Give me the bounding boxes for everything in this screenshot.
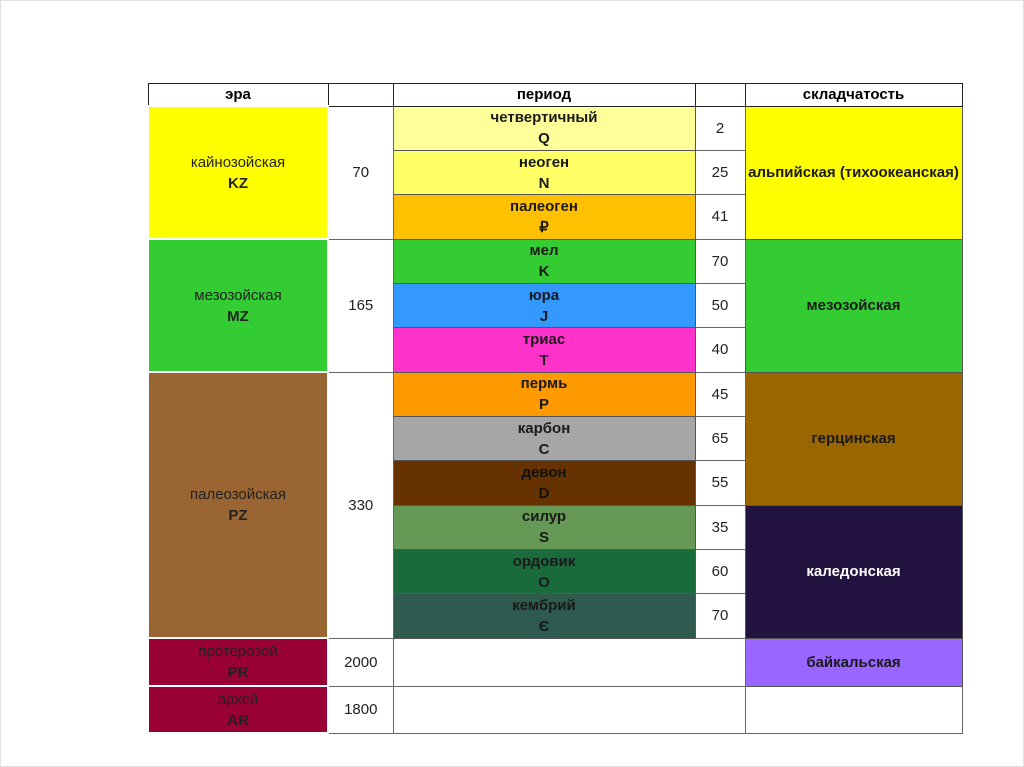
era-duration-pz: 330	[328, 372, 393, 638]
table-row	[148, 239, 962, 283]
era-duration-kz: 70	[328, 106, 393, 239]
era-cell-pr	[148, 638, 328, 686]
era-duration-ar: 1800	[328, 686, 393, 733]
period-cell-permian	[393, 372, 695, 416]
table-row	[148, 686, 962, 733]
geologic-time-table	[147, 83, 963, 734]
era-cell-pz	[148, 372, 328, 638]
period-duration-d: 55	[695, 461, 745, 505]
folding-cell-hercynian: герцинская	[745, 372, 962, 505]
period-code: N	[538, 174, 550, 192]
period-duration-cambrian: 70	[695, 594, 745, 638]
era-cell-ar	[148, 686, 328, 733]
era-code: KZ	[228, 174, 248, 192]
header-period-duration	[695, 84, 745, 107]
era-name: архей	[217, 690, 259, 708]
period-cell-paleogene	[393, 195, 695, 239]
period-code: O	[538, 573, 550, 591]
period-name: неоген	[518, 153, 570, 171]
period-duration-t: 40	[695, 328, 745, 372]
period-duration-s: 35	[695, 505, 745, 549]
header-folding: складчатость	[745, 84, 962, 107]
era-code: AR	[227, 711, 249, 729]
era-name: палеозойская	[189, 486, 287, 504]
period-cell-s	[393, 505, 695, 549]
header-period: период	[393, 84, 695, 107]
empty-folding-cell	[745, 686, 962, 733]
period-cell-t	[393, 328, 695, 372]
period-cell-cambrian	[393, 594, 695, 638]
period-name: карбон	[517, 419, 571, 437]
period-name: кембрий	[512, 596, 576, 614]
period-code: Є	[538, 617, 550, 635]
period-code: K	[538, 263, 550, 281]
period-duration-j: 50	[695, 283, 745, 327]
era-code: PR	[227, 664, 249, 682]
period-duration-k: 70	[695, 239, 745, 283]
period-name: силур	[521, 508, 567, 526]
era-cell-kz	[148, 106, 328, 239]
era-code: PZ	[228, 507, 248, 525]
folding-cell-caledonian: каледонская	[745, 505, 962, 638]
period-code: D	[538, 484, 550, 502]
period-duration-paleogene: 41	[695, 195, 745, 239]
table-row	[148, 106, 962, 150]
empty-period-cell	[393, 686, 745, 733]
era-code: MZ	[227, 307, 249, 325]
period-name: юра	[528, 286, 560, 304]
empty-period-cell	[393, 638, 745, 686]
period-code: ₽	[539, 218, 549, 236]
era-duration-mz: 165	[328, 239, 393, 372]
period-duration-o: 60	[695, 549, 745, 593]
era-duration-pr: 2000	[328, 638, 393, 686]
folding-cell-baikal: байкальская	[745, 638, 962, 686]
header-era: эра	[148, 84, 328, 107]
era-name: кайнозойская	[190, 153, 286, 171]
period-name: четвертичный	[490, 109, 598, 127]
period-name: палеоген	[510, 197, 578, 215]
period-name: ордовик	[512, 552, 576, 570]
era-name: протерозой	[198, 643, 278, 661]
period-duration-q: 2	[695, 106, 745, 150]
period-cell-j	[393, 283, 695, 327]
folding-cell-alpine: альпийская (тихоокеанская)	[745, 106, 962, 239]
folding-cell-mesozoic: мезозойская	[745, 239, 962, 372]
era-name: мезозойская	[194, 286, 282, 304]
period-name: мел	[529, 242, 559, 260]
period-code: Q	[538, 130, 550, 148]
period-duration-c: 65	[695, 416, 745, 460]
period-code: C	[538, 440, 550, 458]
period-name: пермь	[520, 375, 568, 393]
period-duration-permian: 45	[695, 372, 745, 416]
period-code: S	[538, 529, 549, 547]
period-name: девон	[521, 463, 567, 481]
table-header-row	[148, 84, 962, 107]
period-code: T	[539, 351, 549, 369]
era-cell-mz	[148, 239, 328, 372]
table-row	[148, 638, 962, 686]
period-duration-n: 25	[695, 151, 745, 195]
period-cell-c	[393, 416, 695, 460]
period-cell-q	[393, 106, 695, 150]
period-cell-k	[393, 239, 695, 283]
period-cell-n	[393, 151, 695, 195]
period-cell-d	[393, 461, 695, 505]
header-era-duration	[328, 84, 393, 107]
period-name: триас	[522, 330, 566, 348]
table-row	[148, 372, 962, 416]
period-code: P	[538, 396, 549, 414]
period-cell-o	[393, 549, 695, 593]
period-code: J	[539, 307, 549, 325]
